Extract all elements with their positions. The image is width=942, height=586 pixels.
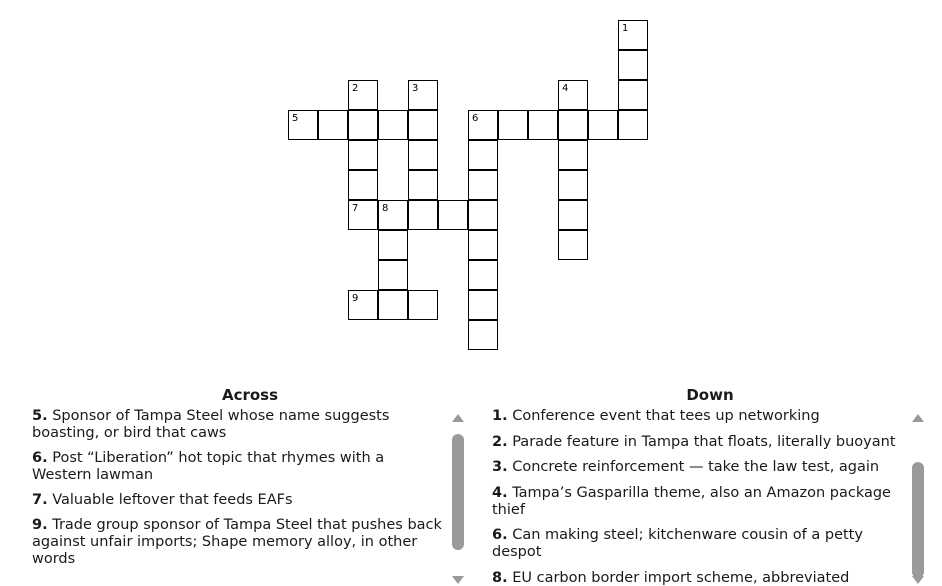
clue-number: 1. xyxy=(492,408,508,424)
clue-number: 9. xyxy=(32,517,48,533)
down-clue[interactable] xyxy=(492,485,910,519)
scroll-down-arrow-icon[interactable] xyxy=(912,576,924,584)
grid-cell[interactable] xyxy=(348,170,378,200)
down-clue[interactable] xyxy=(492,434,910,451)
down-clue[interactable] xyxy=(492,408,910,425)
grid-cell[interactable] xyxy=(498,110,528,140)
down-clue[interactable] xyxy=(492,570,910,586)
clue-number: 6. xyxy=(492,527,508,544)
cell-number: 9 xyxy=(352,293,359,304)
across-clue[interactable] xyxy=(32,450,442,484)
grid-cell[interactable] xyxy=(468,260,498,290)
grid-cell[interactable] xyxy=(408,200,438,230)
down-heading: Down xyxy=(686,386,734,404)
grid-cell[interactable] xyxy=(468,200,498,230)
grid-cell[interactable] xyxy=(348,200,378,230)
cell-number: 1 xyxy=(622,23,629,34)
clue-number: 4. xyxy=(492,484,508,501)
across-scrollbar[interactable] xyxy=(450,408,466,586)
cell-number: 8 xyxy=(382,203,389,214)
across-heading: Across xyxy=(221,386,279,404)
grid-cell[interactable] xyxy=(618,80,648,110)
scrollbar-thumb[interactable] xyxy=(912,462,924,578)
across-clue[interactable] xyxy=(32,492,442,509)
cell-number: 4 xyxy=(562,83,569,94)
clue-text: Parade feature in Tampa that floats, literally buoyant xyxy=(512,433,896,450)
grid-cell[interactable] xyxy=(378,290,408,320)
grid-cell[interactable] xyxy=(558,140,588,170)
clue-text: Can making steel; kitchenware cousin of a petty despot xyxy=(492,527,863,561)
grid-cell[interactable] xyxy=(408,170,438,200)
grid-cell[interactable] xyxy=(318,110,348,140)
clue-number: 3. xyxy=(492,459,508,476)
cell-number: 3 xyxy=(412,83,419,94)
grid-cell[interactable] xyxy=(618,20,648,50)
across-clue-list[interactable] xyxy=(32,408,442,586)
grid-cell[interactable] xyxy=(558,170,588,200)
clue-number: 5. xyxy=(32,408,48,424)
scroll-down-arrow-icon[interactable] xyxy=(452,576,464,584)
grid-cell[interactable] xyxy=(408,290,438,320)
grid-cell[interactable] xyxy=(468,170,498,200)
clue-number: 2. xyxy=(492,433,508,450)
grid-cell[interactable] xyxy=(558,80,588,110)
grid-cell[interactable] xyxy=(588,110,618,140)
clue-text: Tampa’s Gasparilla theme, also an Amazon package thief xyxy=(492,484,891,518)
down-clue[interactable] xyxy=(492,527,910,561)
grid-cell[interactable] xyxy=(378,110,408,140)
down-clue-list[interactable] xyxy=(492,408,910,586)
grid-cell[interactable] xyxy=(468,290,498,320)
clue-text: Sponsor of Tampa Steel whose name suggests boasting, or bird that caws xyxy=(32,408,390,441)
grid-cell[interactable] xyxy=(558,110,588,140)
cell-number: 6 xyxy=(472,113,479,124)
grid-cell[interactable] xyxy=(408,140,438,170)
down-scrollbar[interactable] xyxy=(910,408,926,586)
cell-number: 5 xyxy=(292,113,299,124)
grid-cell[interactable] xyxy=(468,140,498,170)
across-clue[interactable] xyxy=(32,408,442,442)
grid-cell[interactable] xyxy=(438,200,468,230)
cell-number: 7 xyxy=(352,203,359,214)
grid-cell[interactable] xyxy=(408,110,438,140)
grid-cell[interactable] xyxy=(348,140,378,170)
clue-number: 8. xyxy=(492,569,508,586)
clue-text: Concrete reinforcement — take the law test, again xyxy=(512,459,880,476)
clue-number: 6. xyxy=(32,450,48,466)
grid-cell[interactable] xyxy=(348,290,378,320)
grid-cell[interactable] xyxy=(408,80,438,110)
grid-cell[interactable] xyxy=(528,110,558,140)
down-clue[interactable] xyxy=(492,459,910,476)
grid-cell[interactable] xyxy=(348,110,378,140)
clue-text: Trade group sponsor of Tampa Steel that pushes back against unfair imports; Shape memory alloy, in other words xyxy=(32,517,442,567)
across-clue[interactable] xyxy=(32,517,442,568)
cell-number: 2 xyxy=(352,83,359,94)
scroll-up-arrow-icon[interactable] xyxy=(912,414,924,422)
clue-text: Post “Liberation” hot topic that rhymes with a Western lawman xyxy=(32,450,385,483)
grid-cell[interactable] xyxy=(378,230,408,260)
clue-text: Valuable leftover that feeds EAFs xyxy=(52,492,293,508)
grid-cell[interactable] xyxy=(288,110,318,140)
grid-cell[interactable] xyxy=(558,200,588,230)
grid-cell[interactable] xyxy=(468,110,498,140)
clue-text: Conference event that tees up networking xyxy=(512,408,820,424)
grid-cell[interactable] xyxy=(378,260,408,290)
clue-number: 7. xyxy=(32,492,48,508)
grid-cell[interactable] xyxy=(558,230,588,260)
scroll-up-arrow-icon[interactable] xyxy=(452,414,464,422)
scrollbar-thumb[interactable] xyxy=(452,434,464,550)
grid-cell[interactable] xyxy=(618,50,648,80)
grid-cell[interactable] xyxy=(618,110,648,140)
clue-text: EU carbon border import scheme, abbreviated xyxy=(512,569,850,586)
grid-cell[interactable] xyxy=(468,230,498,260)
grid-cell[interactable] xyxy=(378,200,408,230)
grid-cell[interactable] xyxy=(468,320,498,350)
grid-cell[interactable] xyxy=(348,80,378,110)
